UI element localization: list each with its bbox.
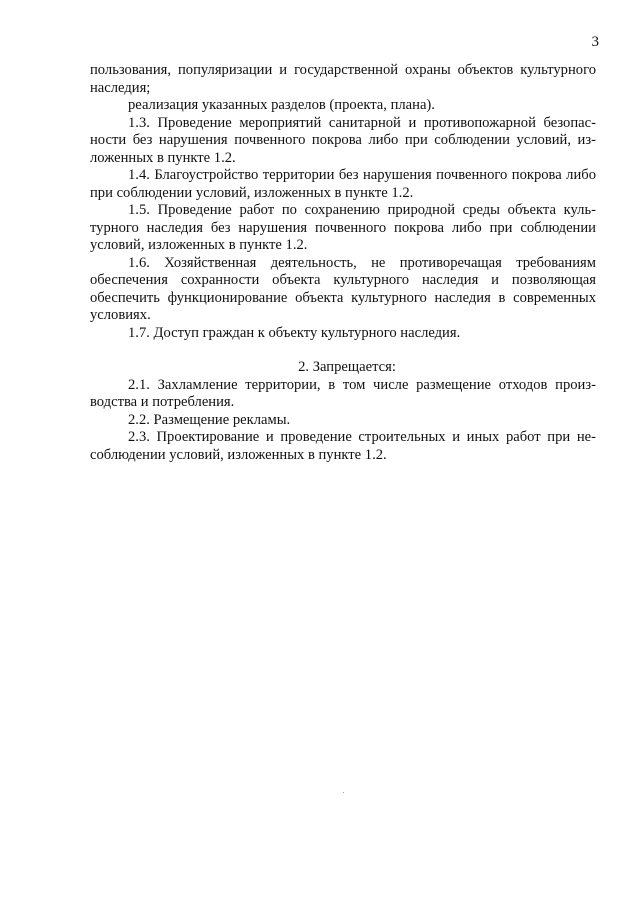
paragraph-1-6: 1.6. Хозяйственная деятельность, не противоречащая требованиям обеспечения сохранности объекта культурного наследия и позволяющая обеспечить функционирование объекта культурного наследия в современных условиях. [90, 254, 596, 323]
page-number: 3 [591, 34, 599, 50]
paragraph-1-5: 1.5. Проведение работ по сохранению природной среды объекта культурного наследия без нарушения почвенного покрова либо при соблюдении условий, изложенных в пункте 1.2. [90, 202, 596, 253]
paragraph-2-2: 2.2. Размещение рекламы. [128, 411, 291, 428]
paragraph-continuation: пользования, популяризации и государственной охраны объектов культурного наследия; [90, 62, 596, 96]
paragraph-2-1: 2.1. Захламление территории, в том числе размещение отходов производства и потребления. [90, 376, 596, 410]
paragraph-2-3: 2.3. Проектирование и проведение строительных и иных работ при несоблюдении условий, изложенных в пункте 1.2. [90, 429, 596, 463]
paragraph-implementation: реализация указанных разделов (проекта, плана). [128, 97, 435, 113]
scan-speck [343, 792, 344, 793]
document-body [90, 62, 596, 464]
paragraph-1-3: 1.3. Проведение мероприятий санитарной и противопожарной безопасности без нарушения почвенного покрова либо при соблюдении условий, изложенных в пункте 1.2. [90, 114, 596, 166]
section-2-heading: 2. Запрещается: [298, 359, 396, 375]
paragraph-1-4: 1.4. Благоустройство территории без нарушения почвенного покрова либо при соблюдении условий, изложенных в пункте 1.2. [90, 167, 596, 201]
paragraph-1-7: 1.7. Доступ граждан к объекту культурного наследия. [128, 324, 461, 341]
